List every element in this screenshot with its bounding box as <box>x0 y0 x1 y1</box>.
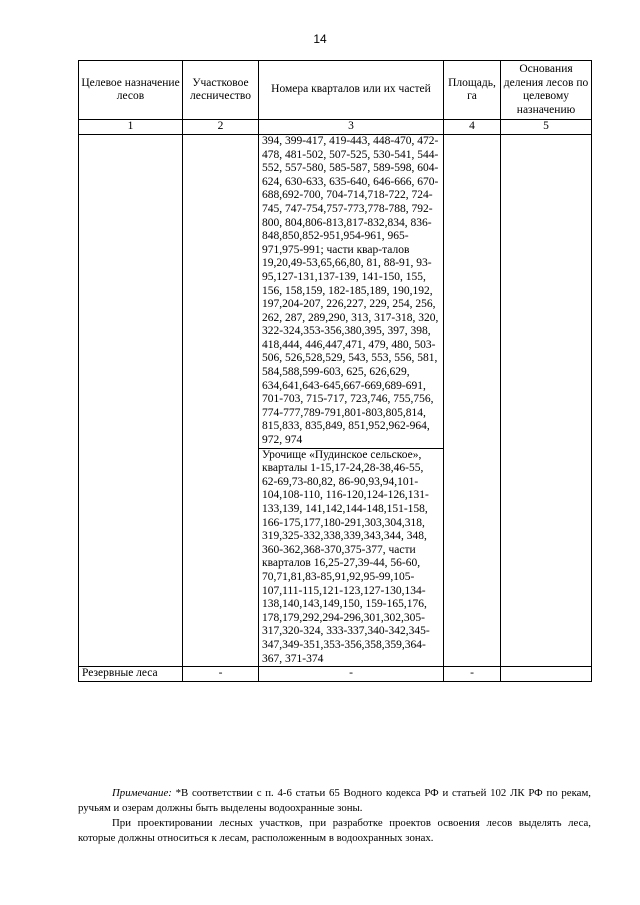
column-number-4: 4 <box>444 120 501 135</box>
reserve-district: - <box>183 667 259 682</box>
column-number-2: 2 <box>183 120 259 135</box>
reserve-purpose: Резервные леса <box>79 667 183 682</box>
column-number-5: 5 <box>501 120 592 135</box>
column-number-1: 1 <box>79 120 183 135</box>
note-text-1: *В соответствии с п. 4-6 статьи 65 Водного кодекса РФ и статьей 102 ЛК РФ по рекам, ручьям и озерам должны быть выделены водоохранные зоны. <box>78 787 591 814</box>
note-lead: Примечание: <box>112 787 172 799</box>
basis-cell-empty <box>501 134 592 666</box>
area-cell-empty <box>444 134 501 666</box>
header-area: Площадь, га <box>444 61 501 120</box>
quarters-cell-pudinskoe: Урочище «Пудинское сельское», кварталы 1-15,17-24,28-38,46-55, 62-69,73-80,82, 86-90,93,94,101-104,108-110, 116-120,124-126,131-133,139, 141,142,144-148,151-158, 166-175,177,180-291,303,304,318, 319,325-332,338,339,343,344, 348, 360-362,368-370,375-377, части кварталов 16,25-27,39-44, 56-60, 70,71,81,83-85,91,92,95-99,105-107,111-115,121-123,127-130,134-138,140,143,149,150, 159-165,176, 178,179,292,294-296,301,302,305-317,320-324, 333-337,340-342,345-347,349-351,353-356,358,359,364-367, 371-374 <box>259 448 444 667</box>
purpose-cell-empty <box>79 134 183 666</box>
note-paragraph-1 <box>78 786 591 816</box>
reserve-basis <box>501 667 592 682</box>
quarters-cell: 394, 399-417, 419-443, 448-470, 472-478, 481-502, 507-525, 530-541, 544-552, 557-580, 585-587, 589-598, 604-624, 630-633, 635-640, 646-666, 670-688,692-700, 704-714,718-722, 724-745, 747-754,757-773,778-788, 792-800, 804,806-813,817-832,834, 836-848,850,852-951,954-961, 965-971,975-991; части квар-талов 19,20,49-53,65,66,80, 81, 88-91, 93-95,127-131,137-139, 141-150, 155, 156, 158,159, 182-185,189, 190,192, 197,204-207, 226,227, 229, 254, 256, 262, 287, 289,290, 313, 317-318, 320, 322-324,353-356,380,395, 397, 398, 418,444, 446,447,471, 479, 480, 503-506, 526,528,529, 543, 553, 556, 581, 584,588,599-603, 625, 626,629, 634,641,643-645,667-669,689-691, 701-703, 715-717, 723,746, 755,756, 774-777,789-791,801-803,805,814, 815,833, 835,849, 851,952,962-964, 972, 974 <box>259 134 444 448</box>
header-quarters: Номера кварталов или их частей <box>259 61 444 120</box>
reserve-area: - <box>444 667 501 682</box>
table-row <box>79 134 592 448</box>
header-purpose: Целевое назначение лесов <box>79 61 183 120</box>
note-paragraph-2: При проектировании лесных участков, при разработке проектов освоения лесов выделять леса, которые должны относиться к лесам, расположенным в водоохранных зонах. <box>78 817 591 844</box>
page-number: 14 <box>313 32 327 46</box>
district-cell-empty <box>183 134 259 666</box>
column-number-3: 3 <box>259 120 444 135</box>
reserve-forests-row <box>79 667 592 682</box>
header-basis: Основания деления лесов по целевому назначению <box>501 61 592 120</box>
footnote <box>78 786 591 846</box>
reserve-quarters: - <box>259 667 444 682</box>
forest-division-table <box>78 60 592 682</box>
header-district: Участковое лесничество <box>183 61 259 120</box>
